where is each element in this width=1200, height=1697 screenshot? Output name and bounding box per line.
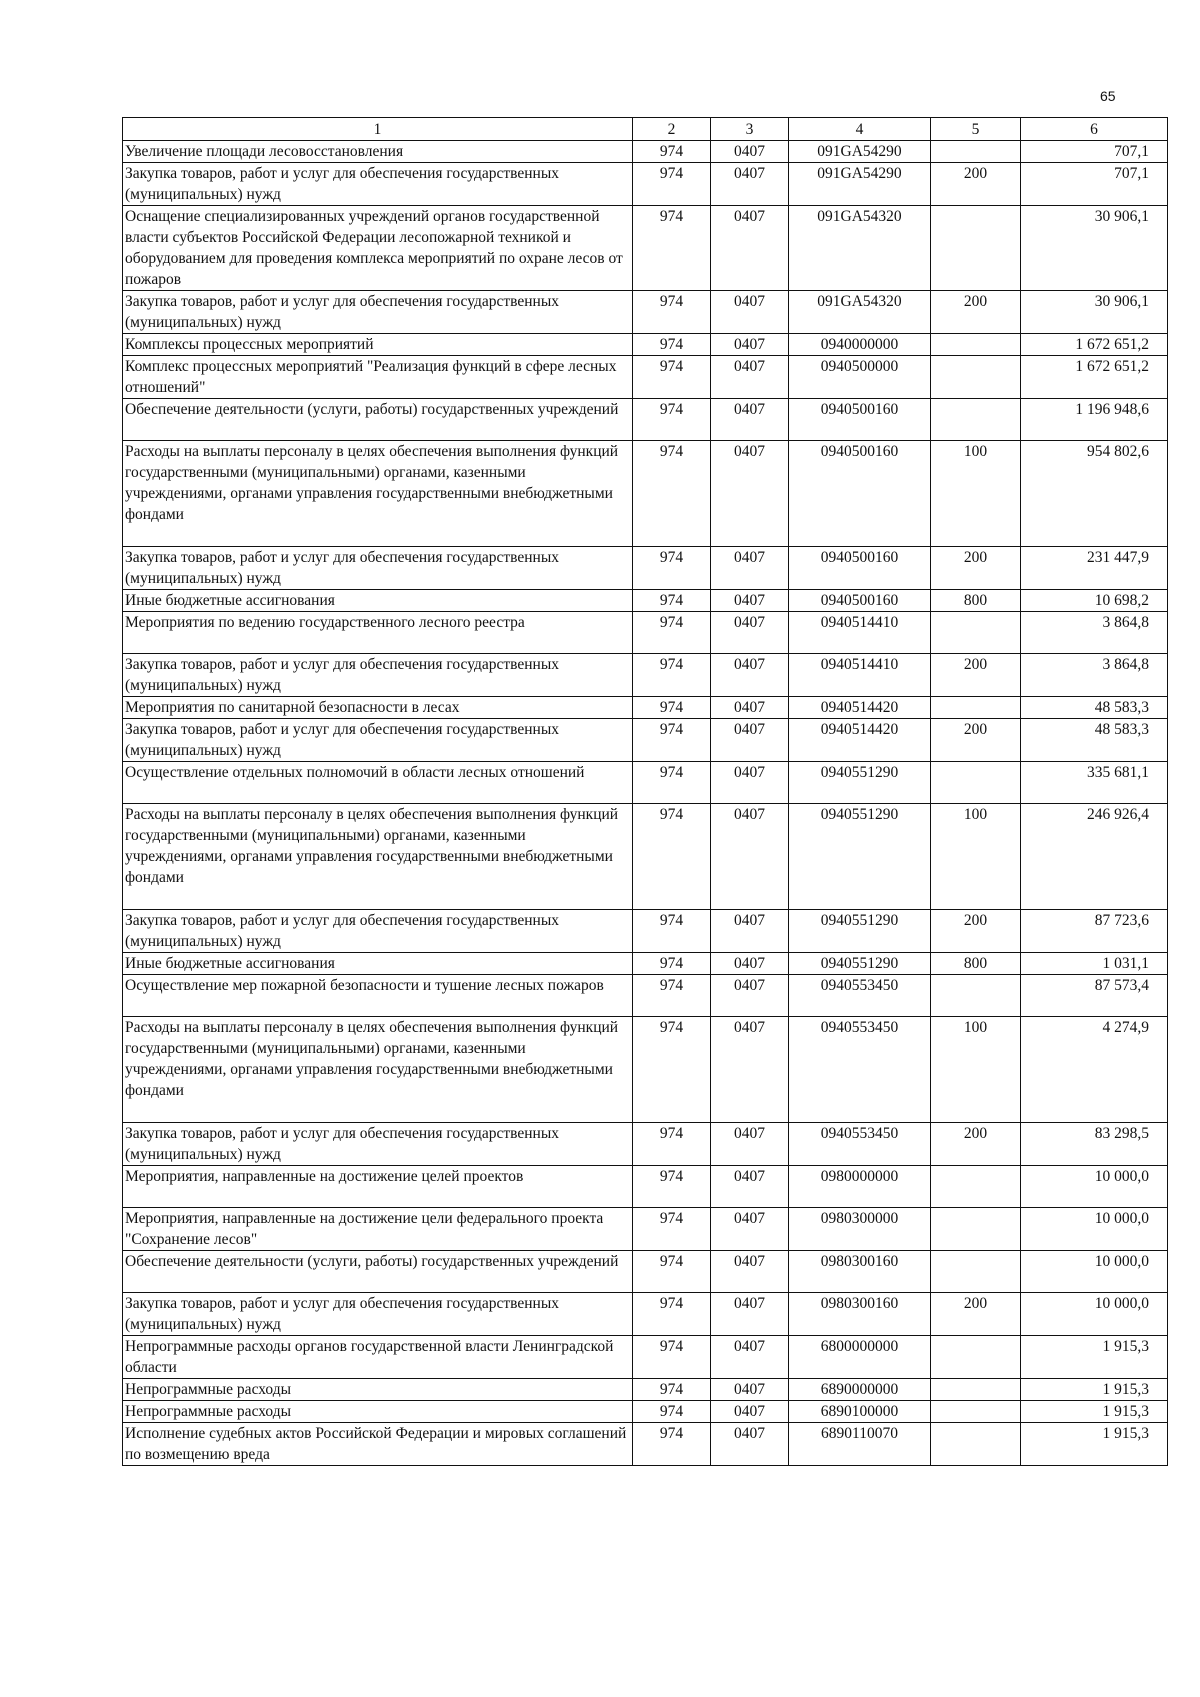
row-col-3: 0407 xyxy=(711,1293,789,1336)
row-col-5 xyxy=(931,1251,1021,1293)
row-col-2: 974 xyxy=(633,1379,711,1401)
table-row xyxy=(123,804,1168,910)
row-col-4: 0940553450 xyxy=(789,975,931,1017)
row-amount: 707,1 xyxy=(1021,141,1168,163)
row-col-2: 974 xyxy=(633,399,711,441)
row-col-4: 0940514410 xyxy=(789,612,931,654)
row-col-4: 091GA54290 xyxy=(789,141,931,163)
row-col-2: 974 xyxy=(633,334,711,356)
row-amount: 10 000,0 xyxy=(1021,1293,1168,1336)
row-name: Непрограммные расходы органов государственной власти Ленинградской области xyxy=(123,1336,633,1379)
row-name: Закупка товаров, работ и услуг для обеспечения государственных (муниципальных) нужд xyxy=(123,163,633,206)
row-col-4: 0940514420 xyxy=(789,697,931,719)
row-amount: 83 298,5 xyxy=(1021,1123,1168,1166)
table-row xyxy=(123,399,1168,441)
row-col-3: 0407 xyxy=(711,612,789,654)
row-col-3: 0407 xyxy=(711,334,789,356)
table-row xyxy=(123,291,1168,334)
table-row xyxy=(123,163,1168,206)
row-amount: 30 906,1 xyxy=(1021,291,1168,334)
row-col-3: 0407 xyxy=(711,697,789,719)
row-name: Исполнение судебных актов Российской Федерации и мировых соглашений по возмещению вреда xyxy=(123,1423,633,1466)
row-col-3: 0407 xyxy=(711,1251,789,1293)
row-name: Оснащение специализированных учреждений органов государственной власти субъектов Российской Федерации лесопожарной техникой и оборудованием для проведения комплекса мероприятий по охране лесов от пожаров xyxy=(123,206,633,291)
row-amount: 87 723,6 xyxy=(1021,910,1168,953)
row-col-3: 0407 xyxy=(711,399,789,441)
row-amount: 1 915,3 xyxy=(1021,1401,1168,1423)
row-col-3: 0407 xyxy=(711,910,789,953)
row-amount: 30 906,1 xyxy=(1021,206,1168,291)
row-col-2: 974 xyxy=(633,910,711,953)
header-col-3: 3 xyxy=(711,118,789,141)
row-col-3: 0407 xyxy=(711,1401,789,1423)
row-name: Закупка товаров, работ и услуг для обеспечения государственных (муниципальных) нужд xyxy=(123,547,633,590)
row-name: Расходы на выплаты персоналу в целях обеспечения выполнения функций государственными (муниципальными) органами, казенными учреждениями, органами управления государственными внебюджетными фондами xyxy=(123,441,633,547)
table-row xyxy=(123,547,1168,590)
row-col-3: 0407 xyxy=(711,1379,789,1401)
row-col-2: 974 xyxy=(633,547,711,590)
row-col-5 xyxy=(931,356,1021,399)
row-col-5 xyxy=(931,762,1021,804)
row-col-4: 0940500160 xyxy=(789,590,931,612)
header-col-1: 1 xyxy=(123,118,633,141)
row-col-2: 974 xyxy=(633,441,711,547)
row-col-2: 974 xyxy=(633,1208,711,1251)
row-col-3: 0407 xyxy=(711,291,789,334)
table-row xyxy=(123,762,1168,804)
table-row xyxy=(123,1401,1168,1423)
row-col-2: 974 xyxy=(633,1123,711,1166)
row-col-2: 974 xyxy=(633,1017,711,1123)
row-amount: 1 196 948,6 xyxy=(1021,399,1168,441)
table-body xyxy=(123,141,1168,1466)
row-amount: 954 802,6 xyxy=(1021,441,1168,547)
row-col-5 xyxy=(931,1336,1021,1379)
row-col-5: 200 xyxy=(931,654,1021,697)
row-col-4: 0940551290 xyxy=(789,804,931,910)
table-row xyxy=(123,975,1168,1017)
table-header xyxy=(123,118,1168,141)
table-row xyxy=(123,1293,1168,1336)
row-col-2: 974 xyxy=(633,1401,711,1423)
table-row xyxy=(123,719,1168,762)
row-name: Закупка товаров, работ и услуг для обеспечения государственных (муниципальных) нужд xyxy=(123,1123,633,1166)
row-col-4: 0940500160 xyxy=(789,441,931,547)
row-amount: 1 915,3 xyxy=(1021,1379,1168,1401)
row-col-4: 0980300000 xyxy=(789,1208,931,1251)
table-row xyxy=(123,1166,1168,1208)
row-amount: 231 447,9 xyxy=(1021,547,1168,590)
row-amount: 3 864,8 xyxy=(1021,654,1168,697)
row-amount: 10 000,0 xyxy=(1021,1208,1168,1251)
row-name: Закупка товаров, работ и услуг для обеспечения государственных (муниципальных) нужд xyxy=(123,719,633,762)
row-col-4: 0940551290 xyxy=(789,953,931,975)
row-col-5: 200 xyxy=(931,163,1021,206)
row-col-3: 0407 xyxy=(711,441,789,547)
row-col-2: 974 xyxy=(633,697,711,719)
row-col-3: 0407 xyxy=(711,356,789,399)
budget-table xyxy=(122,117,1168,1466)
row-amount: 10 000,0 xyxy=(1021,1166,1168,1208)
row-col-4: 091GA54320 xyxy=(789,291,931,334)
row-name: Иные бюджетные ассигнования xyxy=(123,953,633,975)
row-col-4: 6800000000 xyxy=(789,1336,931,1379)
table-row xyxy=(123,441,1168,547)
row-amount: 246 926,4 xyxy=(1021,804,1168,910)
row-col-2: 974 xyxy=(633,1423,711,1466)
table-row xyxy=(123,1123,1168,1166)
row-col-4: 0940553450 xyxy=(789,1123,931,1166)
row-amount: 3 864,8 xyxy=(1021,612,1168,654)
row-name: Обеспечение деятельности (услуги, работы) государственных учреждений xyxy=(123,399,633,441)
row-col-2: 974 xyxy=(633,291,711,334)
row-col-4: 091GA54320 xyxy=(789,206,931,291)
row-col-3: 0407 xyxy=(711,719,789,762)
row-col-2: 974 xyxy=(633,1336,711,1379)
row-col-2: 974 xyxy=(633,1251,711,1293)
row-col-5 xyxy=(931,697,1021,719)
row-col-3: 0407 xyxy=(711,804,789,910)
row-name: Комплексы процессных мероприятий xyxy=(123,334,633,356)
row-col-4: 091GA54290 xyxy=(789,163,931,206)
row-name: Закупка товаров, работ и услуг для обеспечения государственных (муниципальных) нужд xyxy=(123,1293,633,1336)
row-col-3: 0407 xyxy=(711,1208,789,1251)
table-row xyxy=(123,334,1168,356)
row-amount: 87 573,4 xyxy=(1021,975,1168,1017)
row-name: Увеличение площади лесовосстановления xyxy=(123,141,633,163)
row-col-5 xyxy=(931,1166,1021,1208)
row-amount: 1 031,1 xyxy=(1021,953,1168,975)
row-col-2: 974 xyxy=(633,141,711,163)
row-col-2: 974 xyxy=(633,612,711,654)
row-amount: 707,1 xyxy=(1021,163,1168,206)
row-col-5: 800 xyxy=(931,953,1021,975)
table-row xyxy=(123,612,1168,654)
header-row xyxy=(123,118,1168,141)
row-name: Осуществление мер пожарной безопасности и тушение лесных пожаров xyxy=(123,975,633,1017)
row-amount: 48 583,3 xyxy=(1021,697,1168,719)
row-name: Мероприятия по ведению государственного лесного реестра xyxy=(123,612,633,654)
row-col-5: 100 xyxy=(931,441,1021,547)
row-col-4: 0940500000 xyxy=(789,356,931,399)
row-col-3: 0407 xyxy=(711,206,789,291)
row-col-4: 0940551290 xyxy=(789,910,931,953)
row-col-5: 200 xyxy=(931,547,1021,590)
row-col-4: 6890110070 xyxy=(789,1423,931,1466)
row-name: Закупка товаров, работ и услуг для обеспечения государственных (муниципальных) нужд xyxy=(123,654,633,697)
row-col-5 xyxy=(931,141,1021,163)
row-amount: 10 698,2 xyxy=(1021,590,1168,612)
row-col-5 xyxy=(931,1423,1021,1466)
row-col-4: 0980000000 xyxy=(789,1166,931,1208)
table-row xyxy=(123,590,1168,612)
row-amount: 4 274,9 xyxy=(1021,1017,1168,1123)
row-col-5: 200 xyxy=(931,719,1021,762)
row-name: Непрограммные расходы xyxy=(123,1379,633,1401)
row-col-2: 974 xyxy=(633,1293,711,1336)
row-col-4: 6890000000 xyxy=(789,1379,931,1401)
row-name: Закупка товаров, работ и услуг для обеспечения государственных (муниципальных) нужд xyxy=(123,910,633,953)
row-name: Расходы на выплаты персоналу в целях обеспечения выполнения функций государственными (муниципальными) органами, казенными учреждениями, органами управления государственными внебюджетными фондами xyxy=(123,1017,633,1123)
table-row xyxy=(123,953,1168,975)
row-amount: 1 672 651,2 xyxy=(1021,334,1168,356)
row-name: Обеспечение деятельности (услуги, работы) государственных учреждений xyxy=(123,1251,633,1293)
row-col-3: 0407 xyxy=(711,1423,789,1466)
row-col-2: 974 xyxy=(633,953,711,975)
row-col-4: 0940551290 xyxy=(789,762,931,804)
row-name: Мероприятия, направленные на достижение цели федерального проекта "Сохранение лесов" xyxy=(123,1208,633,1251)
table-row xyxy=(123,1423,1168,1466)
row-amount: 48 583,3 xyxy=(1021,719,1168,762)
row-col-2: 974 xyxy=(633,590,711,612)
row-col-5: 200 xyxy=(931,1293,1021,1336)
table-row xyxy=(123,654,1168,697)
row-col-2: 974 xyxy=(633,804,711,910)
row-col-5 xyxy=(931,334,1021,356)
row-col-5 xyxy=(931,975,1021,1017)
row-col-4: 0940514410 xyxy=(789,654,931,697)
row-col-5: 100 xyxy=(931,804,1021,910)
row-col-2: 974 xyxy=(633,163,711,206)
row-amount: 1 915,3 xyxy=(1021,1423,1168,1466)
row-col-3: 0407 xyxy=(711,1336,789,1379)
table-row xyxy=(123,910,1168,953)
row-col-5 xyxy=(931,1401,1021,1423)
row-col-3: 0407 xyxy=(711,590,789,612)
table-row xyxy=(123,1251,1168,1293)
row-name: Закупка товаров, работ и услуг для обеспечения государственных (муниципальных) нужд xyxy=(123,291,633,334)
row-col-4: 0940000000 xyxy=(789,334,931,356)
row-name: Расходы на выплаты персоналу в целях обеспечения выполнения функций государственными (муниципальными) органами, казенными учреждениями, органами управления государственными внебюджетными фондами xyxy=(123,804,633,910)
row-col-2: 974 xyxy=(633,654,711,697)
row-name: Осуществление отдельных полномочий в области лесных отношений xyxy=(123,762,633,804)
row-col-5 xyxy=(931,206,1021,291)
row-col-4: 0940553450 xyxy=(789,1017,931,1123)
row-col-3: 0407 xyxy=(711,953,789,975)
row-col-3: 0407 xyxy=(711,1017,789,1123)
row-col-5: 200 xyxy=(931,910,1021,953)
row-col-2: 974 xyxy=(633,206,711,291)
row-col-3: 0407 xyxy=(711,975,789,1017)
row-col-5 xyxy=(931,612,1021,654)
row-col-4: 0940514420 xyxy=(789,719,931,762)
table-row xyxy=(123,1017,1168,1123)
row-name: Мероприятия по санитарной безопасности в лесах xyxy=(123,697,633,719)
row-col-5 xyxy=(931,1379,1021,1401)
row-name: Непрограммные расходы xyxy=(123,1401,633,1423)
header-col-6: 6 xyxy=(1021,118,1168,141)
page-number: 65 xyxy=(1100,88,1116,104)
row-col-3: 0407 xyxy=(711,1123,789,1166)
table-row xyxy=(123,356,1168,399)
row-name: Мероприятия, направленные на достижение целей проектов xyxy=(123,1166,633,1208)
row-col-2: 974 xyxy=(633,356,711,399)
row-col-5: 200 xyxy=(931,291,1021,334)
table-row xyxy=(123,206,1168,291)
header-col-5: 5 xyxy=(931,118,1021,141)
row-col-3: 0407 xyxy=(711,1166,789,1208)
row-amount: 335 681,1 xyxy=(1021,762,1168,804)
header-col-4: 4 xyxy=(789,118,931,141)
row-col-5: 800 xyxy=(931,590,1021,612)
row-col-5 xyxy=(931,1208,1021,1251)
row-col-2: 974 xyxy=(633,975,711,1017)
row-col-4: 0940500160 xyxy=(789,547,931,590)
row-col-4: 0980300160 xyxy=(789,1251,931,1293)
row-col-5: 100 xyxy=(931,1017,1021,1123)
row-col-3: 0407 xyxy=(711,547,789,590)
table-row xyxy=(123,1336,1168,1379)
row-col-5: 200 xyxy=(931,1123,1021,1166)
row-col-3: 0407 xyxy=(711,762,789,804)
row-col-4: 0940500160 xyxy=(789,399,931,441)
table-row xyxy=(123,697,1168,719)
row-name: Комплекс процессных мероприятий "Реализация функций в сфере лесных отношений" xyxy=(123,356,633,399)
table-row xyxy=(123,1379,1168,1401)
table-row xyxy=(123,141,1168,163)
row-name: Иные бюджетные ассигнования xyxy=(123,590,633,612)
row-amount: 10 000,0 xyxy=(1021,1251,1168,1293)
row-col-3: 0407 xyxy=(711,163,789,206)
table-row xyxy=(123,1208,1168,1251)
row-col-3: 0407 xyxy=(711,654,789,697)
row-col-4: 0980300160 xyxy=(789,1293,931,1336)
row-col-4: 6890100000 xyxy=(789,1401,931,1423)
row-col-2: 974 xyxy=(633,1166,711,1208)
row-col-5 xyxy=(931,399,1021,441)
row-col-2: 974 xyxy=(633,719,711,762)
row-col-3: 0407 xyxy=(711,141,789,163)
row-col-2: 974 xyxy=(633,762,711,804)
row-amount: 1 672 651,2 xyxy=(1021,356,1168,399)
row-amount: 1 915,3 xyxy=(1021,1336,1168,1379)
header-col-2: 2 xyxy=(633,118,711,141)
